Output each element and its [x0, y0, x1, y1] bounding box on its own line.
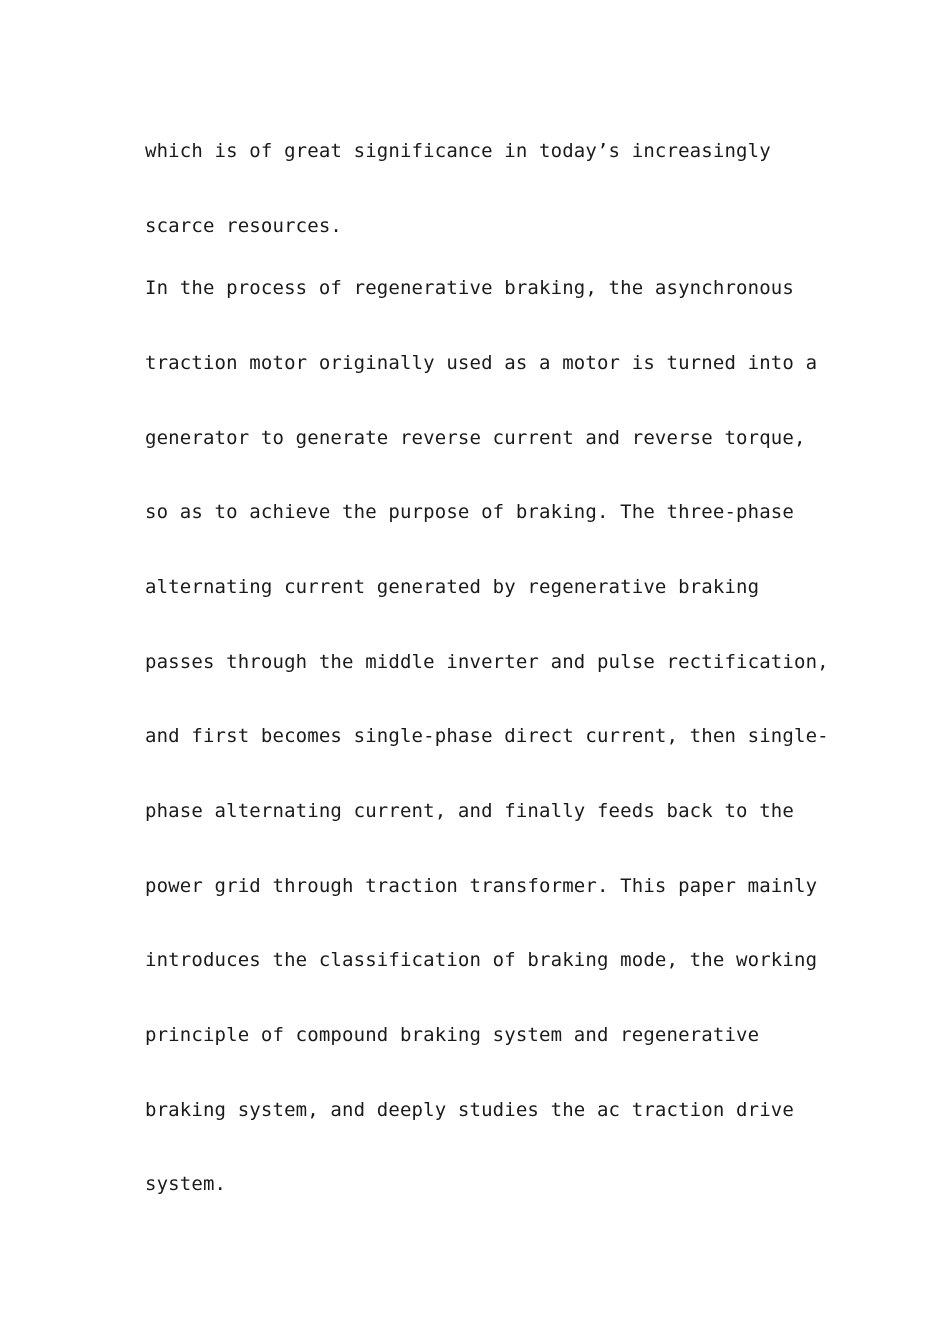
text-line: which is of great significance in today’s increasingly [145, 140, 771, 162]
text-line: generator to generate reverse current and reverse torque, [145, 427, 806, 449]
text-line: phase alternating current, and finally feeds back to the [145, 800, 794, 822]
text-line: passes through the middle inverter and pulse rectification, [145, 651, 829, 673]
text-line: scarce resources. [145, 215, 343, 237]
text-line: principle of compound braking system and regenerative [145, 1024, 760, 1046]
text-line: and first becomes single-phase direct current, then single- [145, 725, 829, 747]
text-line: so as to achieve the purpose of braking. The three-phase [145, 501, 794, 523]
text-line: braking system, and deeply studies the ac traction drive [145, 1099, 794, 1121]
text-line: In the process of regenerative braking, the asynchronous [145, 277, 794, 299]
text-line: traction motor originally used as a motor is turned into a [145, 352, 818, 374]
text-line: alternating current generated by regenerative braking [145, 576, 760, 598]
text-line: introduces the classification of braking mode, the working [145, 949, 818, 971]
text-line: system. [145, 1173, 227, 1195]
text-line: power grid through traction transformer. This paper mainly [145, 875, 818, 897]
